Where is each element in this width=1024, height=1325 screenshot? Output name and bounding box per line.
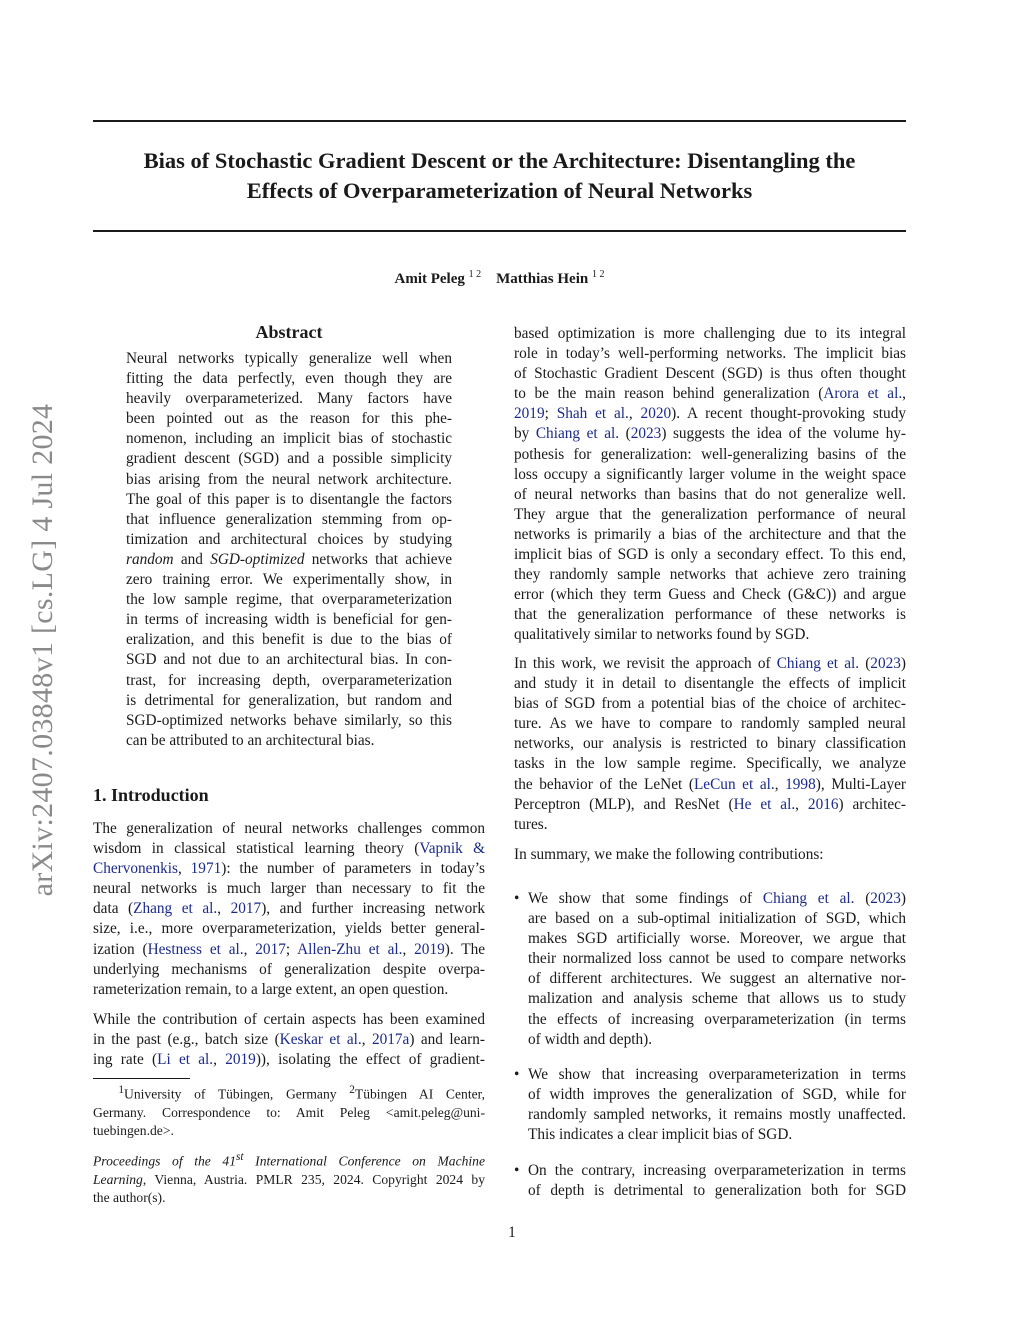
text-span: ), and further increasing network xyxy=(261,900,485,918)
footnote-mark: 1 xyxy=(118,1084,125,1096)
text-line xyxy=(93,1081,485,1104)
text-span: data ( xyxy=(93,900,134,918)
text-line xyxy=(93,1050,485,1070)
text-line xyxy=(528,889,906,909)
text-line: based optimization is more challenging due to its integral xyxy=(514,325,906,342)
text-line: heavily overparameterized. Many factors have xyxy=(126,390,452,408)
text-line xyxy=(93,1148,485,1171)
text-line xyxy=(514,424,906,444)
text-line: of different architectures. We suggest an alternative nor- xyxy=(528,970,906,988)
text-span: ( xyxy=(859,655,871,672)
affiliation-footnote xyxy=(93,1081,485,1140)
text-span: Perceptron (MLP), and ResNet ( xyxy=(514,795,734,813)
text-line: error (which they term Guess and Check (G&C)) and argue xyxy=(514,586,906,604)
citation-link[interactable]: 2023 xyxy=(870,890,901,907)
text-span: , xyxy=(774,775,786,793)
text-span: ( xyxy=(619,425,631,443)
bullet-marker: • xyxy=(514,890,520,907)
text-line: been pointed out as the reason for this phe- xyxy=(126,410,452,428)
text-span: ) xyxy=(900,655,906,672)
text-line xyxy=(93,1030,485,1050)
text-line: The goal of this paper is to disentangle the factors xyxy=(126,490,452,508)
citation-link[interactable]: Chervonenkis xyxy=(93,860,178,878)
text-line: is detrimental for generalization, but random and xyxy=(126,691,452,709)
footnote-mark: 2 xyxy=(349,1084,355,1096)
text-line: gradient descent (SGD) and a possible simplicity xyxy=(126,450,452,468)
citation-link[interactable]: 2017 xyxy=(255,940,286,958)
text-span: , Vienna, Austria. PMLR 235, 2024. Copyright 2024 by xyxy=(142,1171,485,1187)
paper-title xyxy=(93,146,906,206)
author-affiliations: 1 2 xyxy=(468,269,482,280)
text-span: and xyxy=(173,550,211,568)
text-line: They argue that the generalization performance of neural xyxy=(514,505,906,523)
text-span: ) architec- xyxy=(838,795,907,813)
contribution-list-item xyxy=(514,1161,906,1201)
text-line: that the generalization performance of these networks is xyxy=(514,606,906,624)
text-line: the author(s). xyxy=(93,1189,166,1205)
text-line xyxy=(93,1171,485,1189)
citation-link[interactable]: Li et al. xyxy=(157,1051,214,1069)
text-span: ; xyxy=(285,940,298,958)
text-line: of width and depth). xyxy=(528,1030,653,1048)
text-line: role in today’s well-performing networks. The implicit bias xyxy=(514,345,906,363)
text-line xyxy=(126,550,452,570)
text-line xyxy=(514,775,906,795)
text-line xyxy=(93,899,485,919)
bullet-marker: • xyxy=(514,1066,520,1083)
text-line: neural networks is much larger than necessary to fit the xyxy=(93,880,485,898)
author-affiliations: 1 2 xyxy=(591,269,605,280)
text-line xyxy=(514,404,906,424)
citation-link[interactable]: Vapnik & xyxy=(419,840,486,858)
citation-link[interactable]: He et al. xyxy=(733,795,796,813)
text-line: rameterization remain, to a large extent, an open question. xyxy=(93,980,449,998)
emphasis: Learning xyxy=(93,1171,143,1187)
text-line: of depth is detrimental to generalization both for SGD xyxy=(528,1182,906,1200)
text-line: the effects of increasing overparameterization (in terms xyxy=(528,1010,906,1028)
page-number: 1 xyxy=(508,1224,516,1241)
citation-link[interactable]: Zhang et al. xyxy=(133,900,218,918)
text-span: ization ( xyxy=(93,940,148,958)
text-span: , xyxy=(243,940,256,958)
text-span: , xyxy=(795,795,808,813)
text-line: qualitatively similar to networks found by SGD. xyxy=(514,626,810,644)
proceedings-note xyxy=(93,1148,485,1207)
top-rule xyxy=(93,120,906,122)
text-line xyxy=(514,384,906,404)
text-line: of width improves the generalization of SGD, while for xyxy=(528,1086,906,1104)
citation-link[interactable]: 2016 xyxy=(807,795,839,813)
author-list xyxy=(93,265,906,289)
text-line: networks is primarily a bias of the architecture and that the xyxy=(514,525,906,543)
emphasis: SGD-optimized xyxy=(210,550,305,568)
introduction-paragraph xyxy=(93,1010,485,1070)
citation-link[interactable]: Allen-Zhu et al. xyxy=(297,940,403,958)
text-line xyxy=(514,654,906,674)
text-span: ). The xyxy=(444,940,486,958)
text-line: loss occupy a significantly larger volume in the weight space xyxy=(514,465,906,483)
body-paragraph xyxy=(514,845,906,865)
author-name: Amit Peleg xyxy=(394,271,465,287)
citation-link[interactable]: 2019 xyxy=(514,405,545,423)
citation-link[interactable]: 2023 xyxy=(870,655,901,672)
text-line: of Stochastic Gradient Descent (SGD) is thus often thought xyxy=(514,365,906,383)
text-span: to be the main reason behind generalization ( xyxy=(514,385,824,403)
citation-link[interactable]: Arora et al. xyxy=(823,385,903,403)
citation-link[interactable]: 2019 xyxy=(225,1051,256,1069)
text-line: While the contribution of certain aspects has been examined xyxy=(93,1011,485,1028)
text-line: pothesis for generalization: well-generalizing basins of the xyxy=(514,445,906,463)
text-line: their normalized loss cannot be used to compare networks xyxy=(528,950,906,968)
text-line: malization and analysis scheme that allows us to study xyxy=(528,990,906,1008)
emphasis: International Conference on Machine xyxy=(243,1153,486,1169)
text-line: bias arising from the neural network architecture. xyxy=(126,470,452,488)
text-span: In this work, we revisit the approach of xyxy=(514,655,777,672)
text-line: SGD and not due to an architectural bias. In con- xyxy=(126,651,452,669)
text-line: On the contrary, increasing overparameterization in terms xyxy=(528,1162,906,1179)
text-line: implicit bias of SGD is only a secondary effect. To this end, xyxy=(514,546,906,564)
citation-link[interactable]: Chiang et al. xyxy=(762,890,855,907)
citation-link[interactable]: Shah et al. xyxy=(556,405,629,423)
text-line: and study it in detail to disentangle the effects of implicit xyxy=(514,675,906,693)
text-span: , xyxy=(402,940,415,958)
text-line: SGD-optimized networks behave similarly, so this xyxy=(126,711,452,729)
text-line: makes SGD artificially worse. Moreover, we argue that xyxy=(528,930,906,948)
text-line: networks, our analysis is restricted to binary classification xyxy=(514,735,906,753)
text-span: ; xyxy=(544,405,557,423)
text-line: This indicates a clear implicit bias of SGD. xyxy=(528,1126,793,1144)
citation-link[interactable]: Keskar et al. xyxy=(279,1031,362,1049)
text-span: )), isolating the effect of gradient- xyxy=(255,1051,485,1069)
text-line: timization and architectural choices by studying xyxy=(126,530,452,548)
text-line: The generalization of neural networks challenges common xyxy=(93,820,485,837)
text-span: ) and learn- xyxy=(409,1031,485,1049)
text-span: ): the number of parameters in today’s xyxy=(221,860,485,878)
emphasis: st xyxy=(236,1151,244,1163)
bullet-marker: • xyxy=(514,1162,520,1179)
citation-link[interactable]: Chiang et al. xyxy=(535,425,620,443)
arxiv-id: arXiv:2407.03848v1 [cs.LG] 4 Jul 2024 xyxy=(26,403,59,897)
text-line: In summary, we make the following contributions: xyxy=(514,846,824,863)
text-span: wisdom in classical statistical learning theory ( xyxy=(93,840,420,858)
text-span: networks that achieve xyxy=(304,550,452,568)
text-span: ) suggests the idea of the volume hy- xyxy=(661,425,907,443)
citation-link[interactable]: 2019 xyxy=(414,940,445,958)
text-span: by xyxy=(514,425,536,443)
citation-link[interactable]: 2017 xyxy=(230,900,262,918)
body-paragraph xyxy=(514,654,906,835)
text-span: ) xyxy=(900,890,906,907)
text-span: We show that some findings of xyxy=(528,890,763,907)
citation-link[interactable]: LeCun et al. xyxy=(693,775,775,793)
text-span: University of Tübingen, Germany xyxy=(124,1086,350,1102)
section-heading: 1. Introduction xyxy=(93,785,209,805)
title-bottom-rule xyxy=(93,230,906,232)
contribution-list-item xyxy=(514,1065,906,1145)
citation-link[interactable]: 2023 xyxy=(630,425,662,443)
text-span: ing rate ( xyxy=(93,1051,158,1069)
citation-link[interactable]: 1998 xyxy=(785,775,816,793)
text-line: trast, for increasing depth, overparameterization xyxy=(126,671,452,689)
text-line: tasks in the low sample regime. Specifically, we analyze xyxy=(514,755,906,773)
text-line: can be attributed to an architectural bias. xyxy=(126,731,375,749)
abstract-heading: Abstract xyxy=(255,322,323,342)
text-line xyxy=(514,795,906,815)
text-line: zero training error. We experimentally show, in xyxy=(126,571,452,589)
text-line: fitting the data perfectly, even though they are xyxy=(126,370,452,388)
text-line: of neural networks than basins that do not generalize well. xyxy=(514,485,906,503)
text-span: , xyxy=(628,405,641,423)
text-span: ( xyxy=(854,890,871,907)
text-line: nomenon, including an implicit bias of stochastic xyxy=(126,430,452,448)
text-line: size, i.e., more overparameterization, yields better general- xyxy=(93,920,485,938)
text-line: the low sample regime, that overparameterization xyxy=(126,591,452,609)
text-span: ). A recent thought-provoking study xyxy=(671,405,906,423)
text-line: they randomly sample networks that achieve zero training xyxy=(514,566,906,584)
text-line xyxy=(93,940,485,960)
text-line: tuebingen.de>. xyxy=(93,1122,174,1138)
text-line: randomly sampled networks, it remains mostly unaffected. xyxy=(528,1106,906,1124)
text-line: bias of SGD from a potential bias of the choice of architec- xyxy=(514,695,906,713)
footnote-divider xyxy=(93,1078,190,1079)
text-span: in the past (e.g., batch size ( xyxy=(93,1031,280,1049)
citation-link[interactable]: 2020 xyxy=(640,405,672,423)
emphasis: 41 xyxy=(222,1153,237,1169)
contribution-list-item xyxy=(514,889,906,1050)
body-paragraph xyxy=(514,324,906,646)
emphasis: random xyxy=(126,550,174,568)
text-line: Germany. Correspondence to: Amit Peleg <amit.peleg@uni- xyxy=(93,1104,485,1120)
citation-link[interactable]: Chiang et al. xyxy=(776,655,860,672)
title-line: Bias of Stochastic Gradient Descent or the Architecture: Disentangling the xyxy=(143,148,856,173)
text-span: ), Multi-Layer xyxy=(815,775,906,793)
text-span: the behavior of the LeNet ( xyxy=(514,775,694,793)
citation-link[interactable]: Hestness et al. xyxy=(147,940,244,958)
text-line xyxy=(93,839,485,859)
text-span: , xyxy=(361,1031,372,1049)
emphasis: Proceedings of the xyxy=(93,1153,223,1169)
title-line: Effects of Overparameterization of Neural Networks xyxy=(246,178,753,203)
text-span: , xyxy=(177,860,191,878)
text-line: are based on a sub-optimal initialization of SGD, which xyxy=(528,910,906,928)
introduction-paragraph xyxy=(93,819,485,1000)
citation-link[interactable]: 2017a xyxy=(371,1031,410,1049)
text-span: , xyxy=(217,900,231,918)
text-line: that influence generalization stemming from op- xyxy=(126,510,452,528)
text-span: , xyxy=(213,1051,226,1069)
text-line: underlying mechanisms of generalization despite overpa- xyxy=(93,960,485,978)
text-line: Neural networks typically generalize well when xyxy=(126,350,452,367)
text-line: tures. xyxy=(514,815,548,833)
text-line: We show that increasing overparameterization in terms xyxy=(528,1066,906,1083)
text-line xyxy=(93,859,485,879)
text-span: , xyxy=(902,385,906,403)
text-line: ture. As we have to compare to randomly sampled neural xyxy=(514,715,906,733)
abstract-body xyxy=(126,349,452,751)
text-span: Tübingen AI Center, xyxy=(354,1086,486,1102)
text-line: eralization, and this benefit is due to the bias of xyxy=(126,631,452,649)
text-line: in terms of increasing width is beneficial for gen- xyxy=(126,611,452,629)
citation-link[interactable]: 1971 xyxy=(190,860,222,878)
author-name: Matthias Hein xyxy=(496,271,589,287)
